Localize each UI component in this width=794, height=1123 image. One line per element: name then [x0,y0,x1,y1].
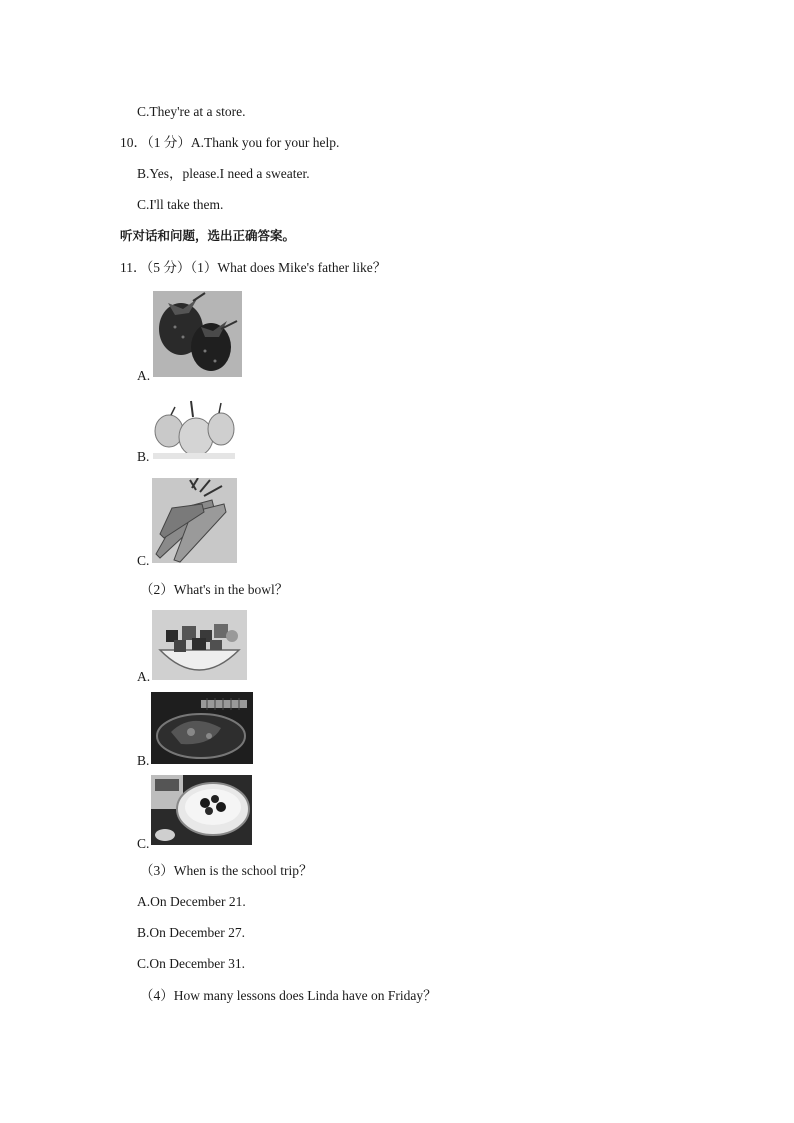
q11-3-option-c: C.On December 31. [137,956,245,971]
q11-1-option-c-letter: C. [137,553,150,568]
q9-option-c: C.They're at a store. [137,104,246,119]
q11-3-option-a: A.On December 21. [137,894,246,909]
pears-photo [153,397,235,459]
strawberries-photo [153,291,242,377]
q11-1-option-a-letter: A. [137,368,151,383]
carrots-photo [152,478,237,563]
q11-2-option-a-letter: A. [137,669,151,684]
q11-3-question: （3）When is the school trip？ [140,863,313,878]
q11-4-question: （4）How many lessons does Linda have on Friday？ [140,988,437,1003]
q11-2-option-b-letter: B. [137,753,150,768]
q11-stem: 11．（5 分）（1）What does Mike's father like？ [120,260,387,275]
q10-stem: 10．（1 分）A.Thank you for your help. [120,135,340,150]
grilled-dish-photo [151,692,253,764]
q10-option-c: C.I'll take them. [137,197,224,212]
q10-option-b: B.Yes，please.I need a sweater. [137,166,310,181]
q11-2-option-c-letter: C. [137,836,150,851]
fruit-salad-bowl-photo [152,610,247,680]
q11-1-option-b-letter: B. [137,449,150,464]
q11-2-question: （2）What's in the bowl？ [140,582,289,597]
section-instruction: 听对话和问题，选出正确答案。 [120,228,296,243]
q11-3-option-b: B.On December 27. [137,925,245,940]
porridge-bowl-photo [151,775,252,845]
